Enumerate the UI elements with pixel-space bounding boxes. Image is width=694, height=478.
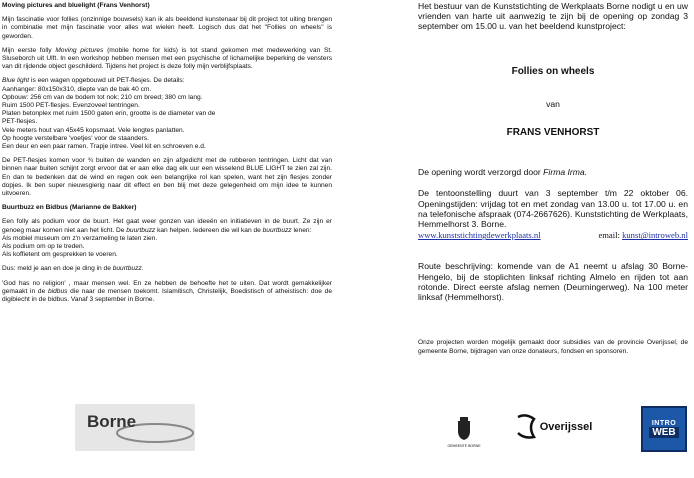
- paragraph-bidbus: [2, 280, 332, 305]
- email-label: email:: [598, 230, 620, 241]
- right-column: [418, 1, 688, 356]
- section-title-buurtbuzz: Buurtbuzz en Bidbus (Marianne de Bakker): [2, 204, 137, 212]
- introweb-text-web: WEB: [649, 427, 678, 438]
- section-title-moving-pictures: Moving pictures and bluelight (Frans Venhorst): [2, 2, 150, 9]
- route-description: Route beschrijving: komende van de A1 neemt u afslag 30 Borne-Hengelo, bij de stoplichten linksaf richting Almelo en rijden tot aan rotonde. Direct eerste afslag nemen (Deurningerweg). Na 100 meter linksaf (Hemmelhorst).: [418, 261, 688, 303]
- emphasis: bidbus: [48, 287, 68, 295]
- paragraph-sign-up: [2, 265, 332, 273]
- text: kan helpen. Iedereen die wil kan de: [155, 226, 263, 234]
- overijssel-emblem-icon: [514, 413, 538, 441]
- paragraph-buurtbuzz: [2, 218, 332, 259]
- borne-logo-text: Borne: [87, 412, 137, 431]
- detail-line: Aanhanger: 80x150x310, diepte van de bak 40 cm.: [2, 85, 152, 93]
- detail-line: Platen betonplex met ruim 1500 gaten erin, grootte is de diameter van de: [2, 110, 216, 118]
- paragraph-pet-bottles: De PET-flesjes komen voor ¾ buiten de wanden en zijn afgedicht met de rubberen tentringen. Licht dat van binnen naar buiten schijnt zorgt ervoor dat er aan elke dag elk uur een wisselend BLUE LIGHT te zien zal zijn. En dan te bedenken dat de wind en regen ook een belangrijke rol kan spelen, want het zijn flesjes zonder dopjes. Ik ben super nieuwsgierig naar dit effect en ben blij met deze gelegenheid om mijn idee te kunnen uitvoeren.: [2, 157, 332, 198]
- email-link[interactable]: kunst@introweb.nl: [622, 230, 688, 241]
- detail-line: Ruim 1500 PET-flesjes. Evenzoveel tentringen.: [2, 102, 140, 110]
- left-column: [2, 2, 332, 310]
- text: Mijn eerste folly: [2, 46, 56, 54]
- text: is een wagen opgebouwd uit PET-flesjes. De details:: [29, 77, 185, 85]
- emphasis: Blue light: [2, 77, 30, 85]
- van-label: van: [546, 98, 560, 109]
- detail-line: Op hoogte verstelbare 'voetjes' voor de staanders.: [2, 134, 149, 142]
- text: (mobile home for kids) is tot stand gekomen met medewerking van St. Sluseborch uit Ulft. In een workshop hebben mensen met een psychische of lichamelijke beperking de vensters van dit rijdende object geschilderd. Tijdens het project is deze folly mijn verblijfsplaats.: [2, 46, 333, 71]
- introweb-logo: [641, 406, 687, 452]
- text: Dus: meld je aan en doe je ding in de: [2, 265, 113, 273]
- artist-name: FRANS VENHORST: [506, 127, 600, 139]
- exhibition-info: De tentoonstelling duurt van 3 september t/m 22 oktober 06. Openingstijden: vrijdag tot en met zondag van 13.00 u. tot 17.00 u. en na telefonische afspraak (074-2667626). Kunststichting de Werkplaats, Hemmelhorst 3. Borne.: [418, 188, 688, 230]
- introweb-text-intro: INTRO: [651, 420, 677, 427]
- sponsors-note: Onze projecten worden mogelijk gemaakt door subsidies van de provincie Overijssel, de gemeente Borne, bijdragen van onze donateurs, fondsen en sponsoren.: [418, 339, 688, 355]
- website-link[interactable]: www.kunststichtingdewerkplaats.nl: [418, 230, 541, 241]
- use-line: Als podium om op te treden.: [2, 243, 85, 251]
- use-line: Als koffietent om gesprekken te voeren.: [2, 251, 118, 259]
- detail-line: Opbouw: 256 cm van de bodem tot nok; 210 cm breed; 380 cm lang.: [2, 93, 203, 101]
- text: 'God has no religion' , maar mensen wel. En ze hebben de behoefte het te uiten. Dat wordt gemakkelijker gemaakt in de: [2, 279, 332, 295]
- borne-logo: [75, 404, 195, 451]
- emphasis: buurtbuzz: [126, 226, 156, 234]
- contact-line: [418, 230, 688, 240]
- coat-of-arms-icon: [455, 417, 473, 441]
- detail-line: PET-flesjes.: [2, 118, 38, 126]
- emphasis: buurtbuzz: [262, 226, 292, 234]
- text: Een folly als podium voor de buurt. Het gaat weer gonzen van ideeën en initiatieven in de buurt. Ze zijn er genoeg maar komen niet aan het licht. De: [2, 218, 332, 234]
- emphasis: Firma Irma.: [543, 167, 588, 178]
- overijssel-text: Overijssel: [539, 421, 593, 433]
- text: De opening wordt verzorgd door: [418, 167, 544, 178]
- blue-light-details: [2, 77, 332, 151]
- gemeente-borne-text: GEMEENTE BORNE: [447, 443, 481, 448]
- use-line: Als mobiel museum om z'n verzameling te laten zien.: [2, 234, 158, 242]
- details-intro: [2, 77, 332, 85]
- emphasis: buurtbuzz.: [112, 265, 144, 273]
- paragraph-fascination: Mijn fascinatie voor follies (onzinnige bouwsels) kan ik als beeldend kunstenaar bij dit project tot uiting brengen in combinatie met mijn fascinatie voor alles wat wielen heeft. Logisch dus dat het "Follies on wheels" is geworden.: [2, 16, 332, 40]
- overijssel-logo: [512, 412, 594, 442]
- detail-line: Een deur en een paar ramen. Trapje intree. Veel kit en schroeven e.d.: [2, 143, 206, 151]
- text: lenen:: [291, 226, 312, 234]
- opening-text: [418, 167, 688, 177]
- project-title: Follies on wheels: [511, 65, 595, 77]
- email-group: [598, 230, 688, 240]
- paragraph-first-folly: [2, 47, 332, 72]
- text: die naar de mensen toekomt. Islamitisch, Christelijk, Boedistisch of atheistisch: doe de digibiecht in de bidbus. Vanaf 3 september in Borne.: [2, 287, 332, 304]
- gemeente-borne-logo: [443, 412, 485, 452]
- invitation-intro: Het bestuur van de Kunststichting de Werkplaats Borne nodigt u en uw vrienden van harte uit aanwezig te zijn bij de opening op zondag 3 september om 15.00 u. van het beeldend kunstproject:: [418, 1, 688, 32]
- detail-line: Vele meters hout van 45x45 kopsmaat. Vele lengtes panlatten.: [2, 126, 185, 134]
- emphasis: Moving pictures: [55, 46, 104, 54]
